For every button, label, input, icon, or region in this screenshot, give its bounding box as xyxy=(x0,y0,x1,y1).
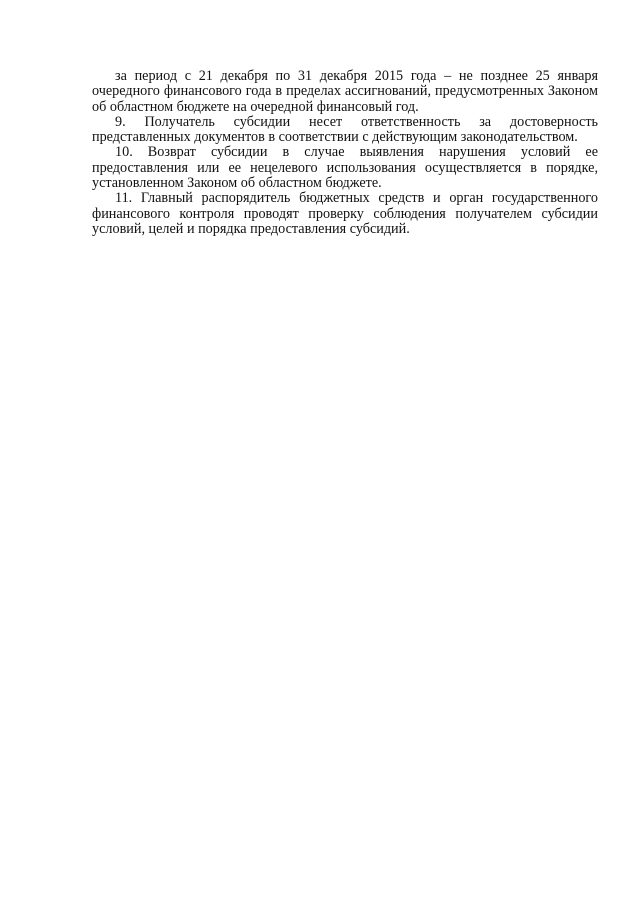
paragraph-11-control-check: 11. Главный распорядитель бюджетных средств и орган государственного финансового контроля проводят проверку соблюдения получателем субсидии условий, целей и порядка предоставления субсидий. xyxy=(92,190,598,237)
document-body xyxy=(92,69,598,237)
paragraph-10-subsidy-return: 10. Возврат субсидии в случае выявления нарушения условий ее предоставления или ее нецелевого использования осуществляется в порядке, установленном Законом об областном бюджете. xyxy=(92,144,598,192)
paragraph-deadline: за период с 21 декабря по 31 декабря 2015 года – не позднее 25 января очередного финансового года в пределах ассигнований, предусмотренных Законом об областном бюджете на очередной финансовый год. xyxy=(92,68,598,115)
paragraph-9-responsibility: 9. Получатель субсидии несет ответственность за достоверность представленных документов в соответствии с действующим законодательством. xyxy=(92,113,598,146)
